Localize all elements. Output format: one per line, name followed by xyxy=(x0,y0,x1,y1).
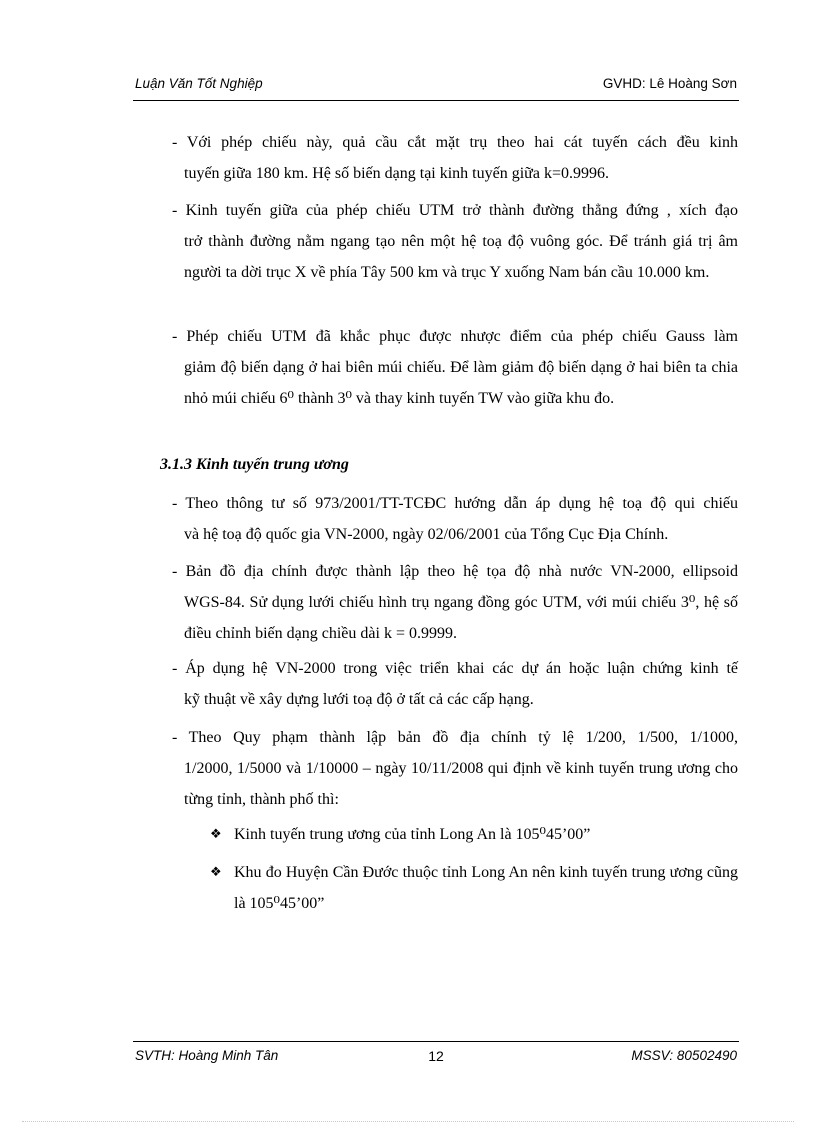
footer-student-id: MSSV: 80502490 xyxy=(631,1048,737,1063)
section-heading: 3.1.3 Kinh tuyến trung ương xyxy=(160,456,349,473)
page-header xyxy=(133,74,739,101)
paragraph-first-line: - Phép chiếu UTM đã khắc phục được nhược điểm của phép chiếu Gauss làm xyxy=(172,328,738,345)
footer-student: SVTH: Hoàng Minh Tân xyxy=(135,1048,279,1063)
bullet-item xyxy=(210,819,738,850)
paragraph xyxy=(172,488,738,550)
bullet-text: Khu đo Huyện Cần Đước thuộc tỉnh Long An nên kinh tuyến trung ương cũng là 105⁰45’00” xyxy=(234,864,738,912)
paragraph-first-line: - Theo thông tư số 973/2001/TT-TCĐC hướng dẫn áp dụng hệ toạ độ qui chiếu xyxy=(172,495,738,512)
page-footer xyxy=(133,1041,739,1072)
paragraph xyxy=(172,195,738,288)
paragraph-continuation: WGS-84. Sử dụng lưới chiếu hình trụ ngang đồng góc UTM, với múi chiếu 3⁰, hệ số điều chỉnh biến dạng chiều dài k = 0.9999. xyxy=(184,594,738,642)
page-bottom-edge xyxy=(22,1121,794,1122)
header-thesis-title: Luận Văn Tốt Nghiệp xyxy=(135,76,263,91)
bullet-item xyxy=(210,857,738,919)
paragraph xyxy=(172,722,738,815)
paragraph xyxy=(172,321,738,414)
paragraph-first-line: - Với phép chiếu này, quả cầu cắt mặt trụ theo hai cát tuyến cách đều kinh xyxy=(172,134,738,151)
paragraph-first-line: - Kinh tuyến giữa của phép chiếu UTM trở thành đường thẳng đứng , xích đạo xyxy=(172,202,738,219)
paragraph xyxy=(172,127,738,189)
diamond-bullet-icon: ❖ xyxy=(210,865,222,880)
bullet-text: Kinh tuyến trung ương của tỉnh Long An là 105⁰45’00” xyxy=(234,826,591,843)
paragraph-continuation: và hệ toạ độ quốc gia VN-2000, ngày 02/06/2001 của Tổng Cục Địa Chính. xyxy=(184,526,669,543)
paragraph xyxy=(172,556,738,649)
paragraph xyxy=(172,653,738,715)
diamond-bullet-icon: ❖ xyxy=(210,827,222,842)
paragraph-first-line: - Bản đồ địa chính được thành lập theo hệ tọa độ nhà nước VN-2000, ellipsoid xyxy=(172,563,738,580)
paragraph-continuation: 1/2000, 1/5000 và 1/10000 – ngày 10/11/2008 qui định về kinh tuyến trung ương cho từng tỉnh, thành phố thì: xyxy=(184,760,738,808)
paragraph-continuation: kỹ thuật về xây dựng lưới toạ độ ở tất cả các cấp hạng. xyxy=(184,691,534,708)
paragraph-continuation: trở thành đường nằm ngang tạo nên một hệ toạ độ vuông góc. Để tránh giá trị âm người ta dời trục X về phía Tây 500 km và trục Y xuống Nam bán cầu 10.000 km. xyxy=(184,233,738,281)
paragraph-first-line: - Theo Quy phạm thành lập bản đồ địa chính tỷ lệ 1/200, 1/500, 1/1000, xyxy=(172,729,738,746)
paragraph-continuation: giảm độ biến dạng ở hai biên múi chiếu. Để làm giảm độ biến dạng ở hai biên ta chia nhỏ múi chiếu 6⁰ thành 3⁰ và thay kinh tuyến TW vào giữa khu đo. xyxy=(184,359,738,407)
page-number: 12 xyxy=(428,1048,444,1064)
header-advisor: GVHD: Lê Hoàng Sơn xyxy=(602,76,737,91)
paragraph-continuation: tuyến giữa 180 km. Hệ số biến dạng tại kinh tuyến giữa k=0.9996. xyxy=(184,165,609,182)
paragraph-first-line: - Áp dụng hệ VN-2000 trong việc triển khai các dự án hoặc luận chứng kinh tế xyxy=(172,660,738,677)
